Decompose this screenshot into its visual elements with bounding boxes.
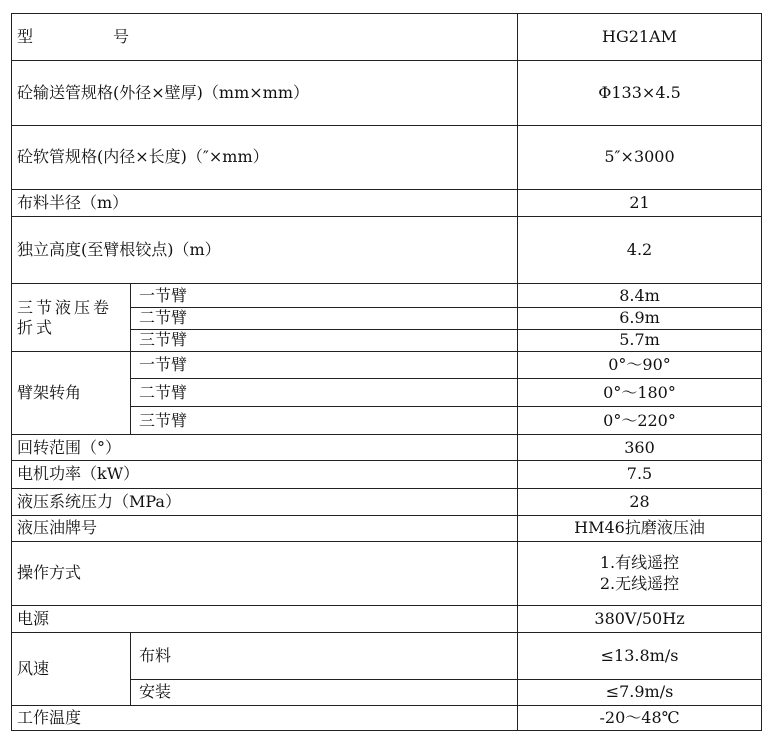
wind-distribute-label: 布料 [131,633,518,679]
operation-option-wireless: 2.无线遥控 [599,574,680,594]
table-row [12,61,762,125]
table-row [12,606,762,633]
table-row [12,14,762,61]
row-value-motor: 7.5 [518,461,762,488]
angle-arm-2-value: 0°～180° [518,378,762,406]
wind-install-label: 安装 [131,679,518,705]
row-value-pressure: 28 [518,488,762,515]
row-label-pressure: 液压系统压力（MPa） [12,488,518,515]
table-row [12,705,762,730]
table-row [12,515,762,541]
row-value-operation [518,541,762,605]
table-row [12,284,762,307]
row-label-radius: 布料半径（m） [12,189,518,216]
table-row [12,633,762,679]
row-value-power: 380V/50Hz [518,606,762,633]
table-row [12,351,762,378]
row-label-fold: 三节液压卷折式 [12,284,131,351]
fold-arm-3-value: 5.7m [518,329,762,351]
table-row [12,125,762,189]
row-label-hose: 砼软管规格(内径×长度)（″×mm） [12,125,518,189]
row-label-pipe: 砼输送管规格(外径×壁厚)（mm×mm） [12,61,518,125]
wind-distribute-value: ≤13.8m/s [518,633,762,679]
row-label-height: 独立高度(至臂根铰点)（m） [12,217,518,284]
fold-arm-2-value: 6.9m [518,307,762,329]
table-row [12,435,762,461]
row-label-power: 电源 [12,606,518,633]
row-value-oil: HM46抗磨液压油 [518,515,762,541]
row-value-pipe: Φ133×4.5 [518,61,762,125]
row-value-hose: 5″×3000 [518,125,762,189]
row-value-height: 4.2 [518,217,762,284]
row-value-radius: 21 [518,189,762,216]
row-label-model: 型 号 [12,14,518,61]
table-row [12,189,762,216]
row-label-angle: 臂架转角 [12,351,131,434]
row-label-rotation: 回转范围（°） [12,435,518,461]
operation-option-wired: 1.有线遥控 [599,553,680,573]
row-value-rotation: 360 [518,435,762,461]
table-row [12,461,762,488]
table-row [12,217,762,284]
row-label-oil: 液压油牌号 [12,515,518,541]
angle-arm-3-label: 三节臂 [131,407,518,435]
row-value-model: HG21AM [518,14,762,61]
row-label-motor: 电机功率（kW） [12,461,518,488]
angle-arm-2-label: 二节臂 [131,378,518,406]
fold-arm-3-label: 三节臂 [131,329,518,351]
fold-arm-1-label: 一节臂 [131,284,518,307]
spec-table [11,13,762,731]
wind-install-value: ≤7.9m/s [518,679,762,705]
angle-arm-1-label: 一节臂 [131,351,518,378]
row-label-operation: 操作方式 [12,541,518,605]
fold-arm-2-label: 二节臂 [131,307,518,329]
fold-arm-1-value: 8.4m [518,284,762,307]
row-value-temp: -20～48℃ [518,705,762,730]
table-row [12,541,762,605]
row-label-temp: 工作温度 [12,705,518,730]
row-label-wind: 风速 [12,633,131,705]
table-row [12,488,762,515]
angle-arm-3-value: 0°～220° [518,407,762,435]
angle-arm-1-value: 0°～90° [518,351,762,378]
